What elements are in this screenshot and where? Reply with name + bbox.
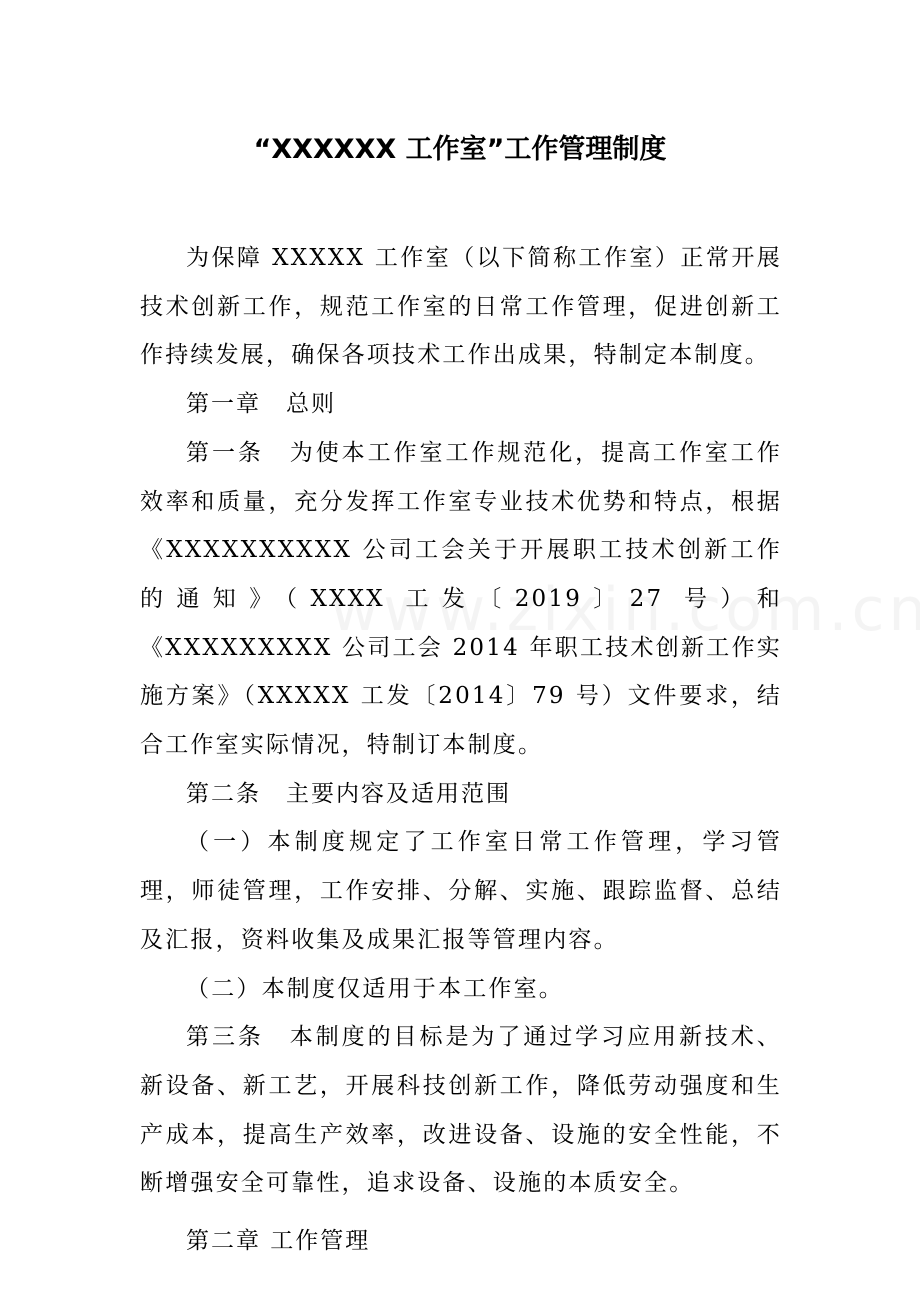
article-3-paragraph: 第三条 本制度的目标是为了通过学习应用新技术、新设备、新工艺，开展科技创新工作，降低劳动强度和生产成本，提高生产效率，改进设备、设施的安全性能，不断增强安全可靠性，追求设备、设施的本质安全。 [140,1024,782,1197]
article-2-heading: 第二条 主要内容及适用范围 [186,780,511,807]
article-1-paragraph: 第一条 为使本工作室工作规范化，提高工作室工作效率和质量，充分发挥工作室专业技术优势和特点，根据《XXXXXXXXXX 公司工会关于开展职工技术创新工作的通知》（XXXX 工发〔2019〕27 号）和《XXXXXXXXX 公司工会 2014 年职工技术创新工作实施方案》（XXXXX 工发〔2014〕79 号）文件要求，结合工作室实际情况，特制订本制度。 [140,439,782,759]
chapter-2-heading: 第二章 工作管理 [186,1228,371,1255]
document-body [140,234,782,1266]
article-2-item-2: （二）本制度仅适用于本工作室。 [186,975,564,1002]
intro-paragraph: 为保障 XXXXX 工作室（以下简称工作室）正常开展技术创新工作，规范工作室的日常工作管理，促进创新工作持续发展，确保各项技术工作出成果，特制定本制度。 [140,245,782,369]
document-title: “XXXXXX 工作室”工作管理制度 [253,134,667,165]
chapter-1-heading: 第一章 总则 [186,391,336,418]
article-2-item-1: （一）本制度规定了工作室日常工作管理，学习管理，师徒管理，工作安排、分解、实施、跟踪监督、总结及汇报，资料收集及成果汇报等管理内容。 [140,829,782,953]
